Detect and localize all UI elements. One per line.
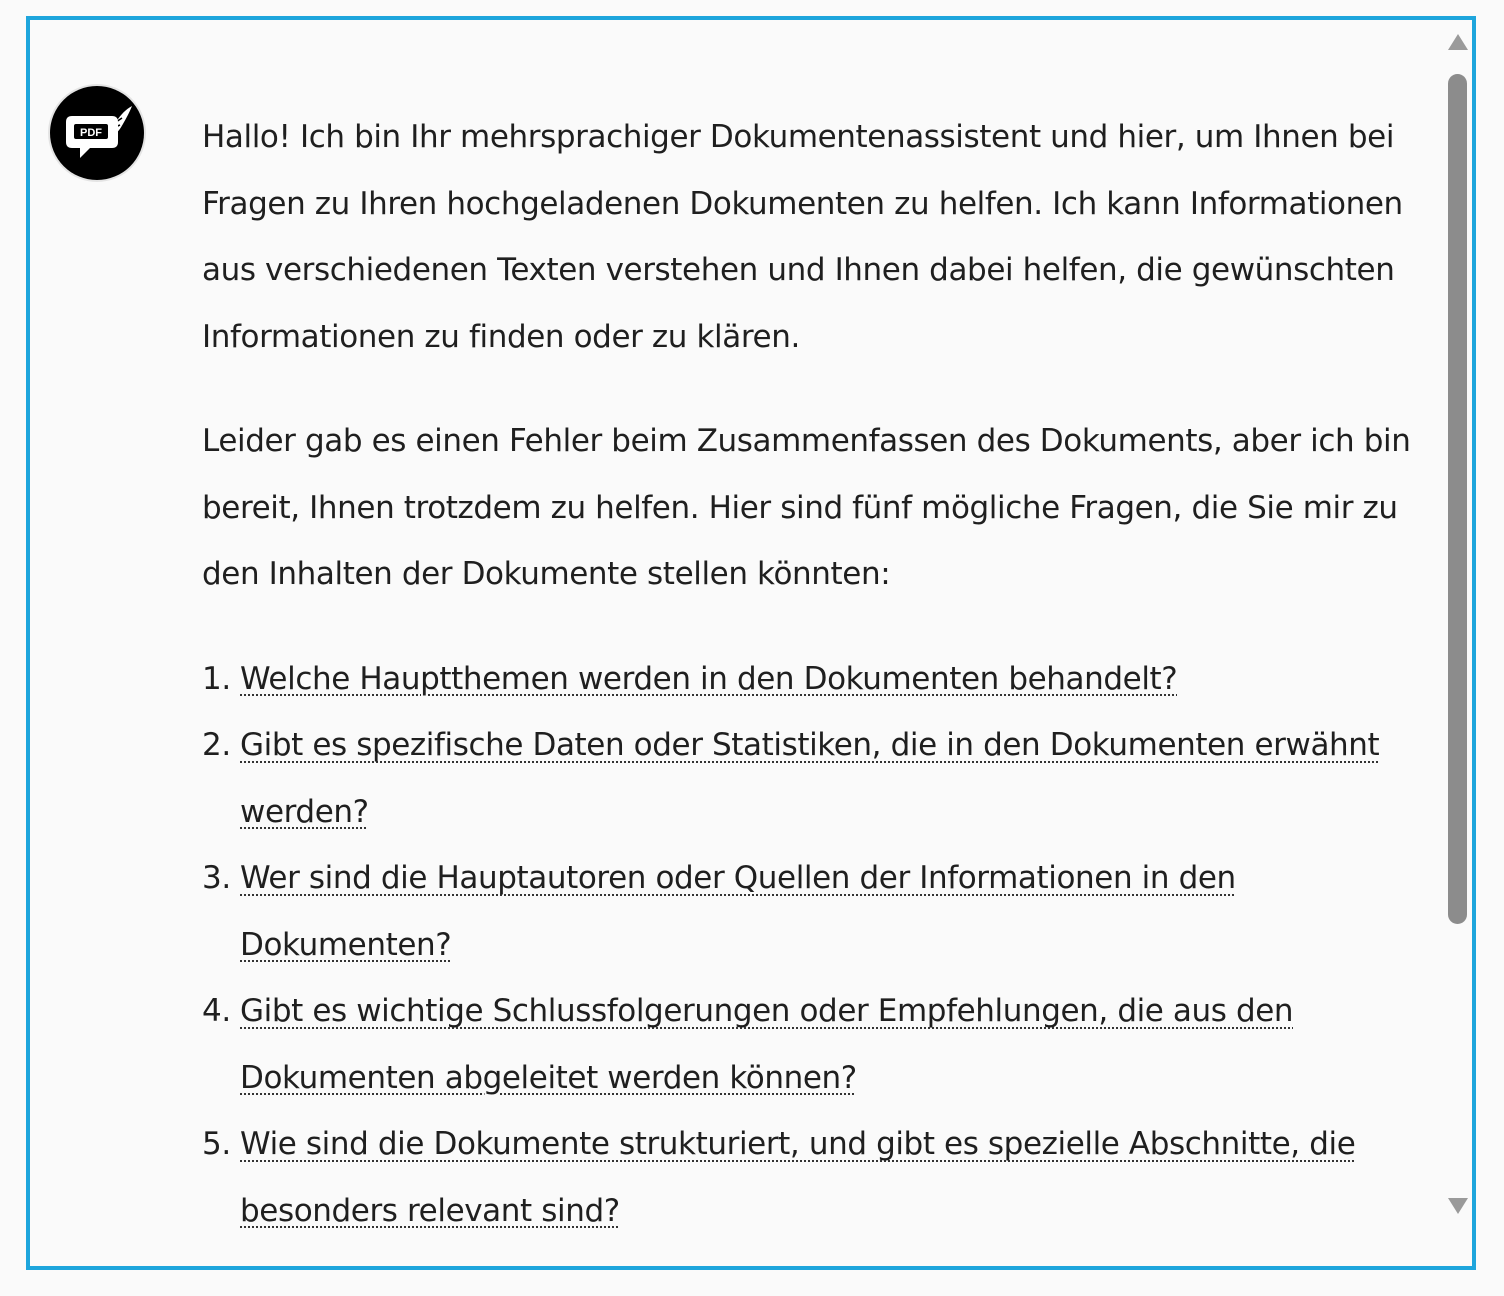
suggested-question-4[interactable]: Gibt es wichtige Schlussfolgerungen oder Empfehlungen, die aus den Dokumenten abgeleitet werden können? — [240, 993, 1294, 1096]
suggested-question-3[interactable]: Wer sind die Hauptautoren oder Quellen der Informationen in den Dokumenten? — [240, 860, 1236, 963]
list-item — [240, 712, 1442, 845]
vertical-scrollbar[interactable] — [1442, 20, 1472, 1266]
list-item — [240, 646, 1442, 713]
list-item — [240, 1111, 1442, 1244]
pdf-chat-icon — [50, 86, 144, 180]
list-item — [240, 978, 1442, 1111]
assistant-avatar — [50, 86, 144, 180]
suggested-question-1[interactable]: Welche Hauptthemen werden in den Dokumenten behandelt? — [240, 660, 1178, 697]
message-paragraph-error: Leider gab es einen Fehler beim Zusammenfassen des Dokuments, aber ich bin bereit, Ihnen trotzdem zu helfen. Hier sind fünf mögliche Fragen, die Sie mir zu den Inhalten der Dokumente stellen könnten: — [202, 423, 1411, 592]
scroll-down-arrow-icon[interactable] — [1448, 1198, 1468, 1214]
suggested-questions-list — [202, 646, 1442, 1245]
message-paragraph-intro: Hallo! Ich bin Ihr mehrsprachiger Dokumentenassistent und hier, um Ihnen bei Fragen zu Ihren hochgeladenen Dokumenten zu helfen. Ich kann Informationen aus verschiedenen Texten verstehen und Ihnen dabei helfen, die gewünschten Informationen zu finden oder zu klären. — [202, 119, 1403, 355]
scroll-thumb[interactable] — [1448, 74, 1467, 924]
suggested-question-2[interactable]: Gibt es spezifische Daten oder Statistiken, die in den Dokumenten erwähnt werden? — [240, 727, 1380, 830]
pdf-label: PDF — [80, 127, 102, 139]
scroll-up-arrow-icon[interactable] — [1448, 34, 1468, 50]
chat-window — [26, 16, 1476, 1270]
assistant-message — [202, 104, 1442, 1244]
list-item — [240, 845, 1442, 978]
suggested-question-5[interactable]: Wie sind die Dokumente strukturiert, und gibt es spezielle Abschnitte, die besonders relevant sind? — [240, 1126, 1356, 1229]
